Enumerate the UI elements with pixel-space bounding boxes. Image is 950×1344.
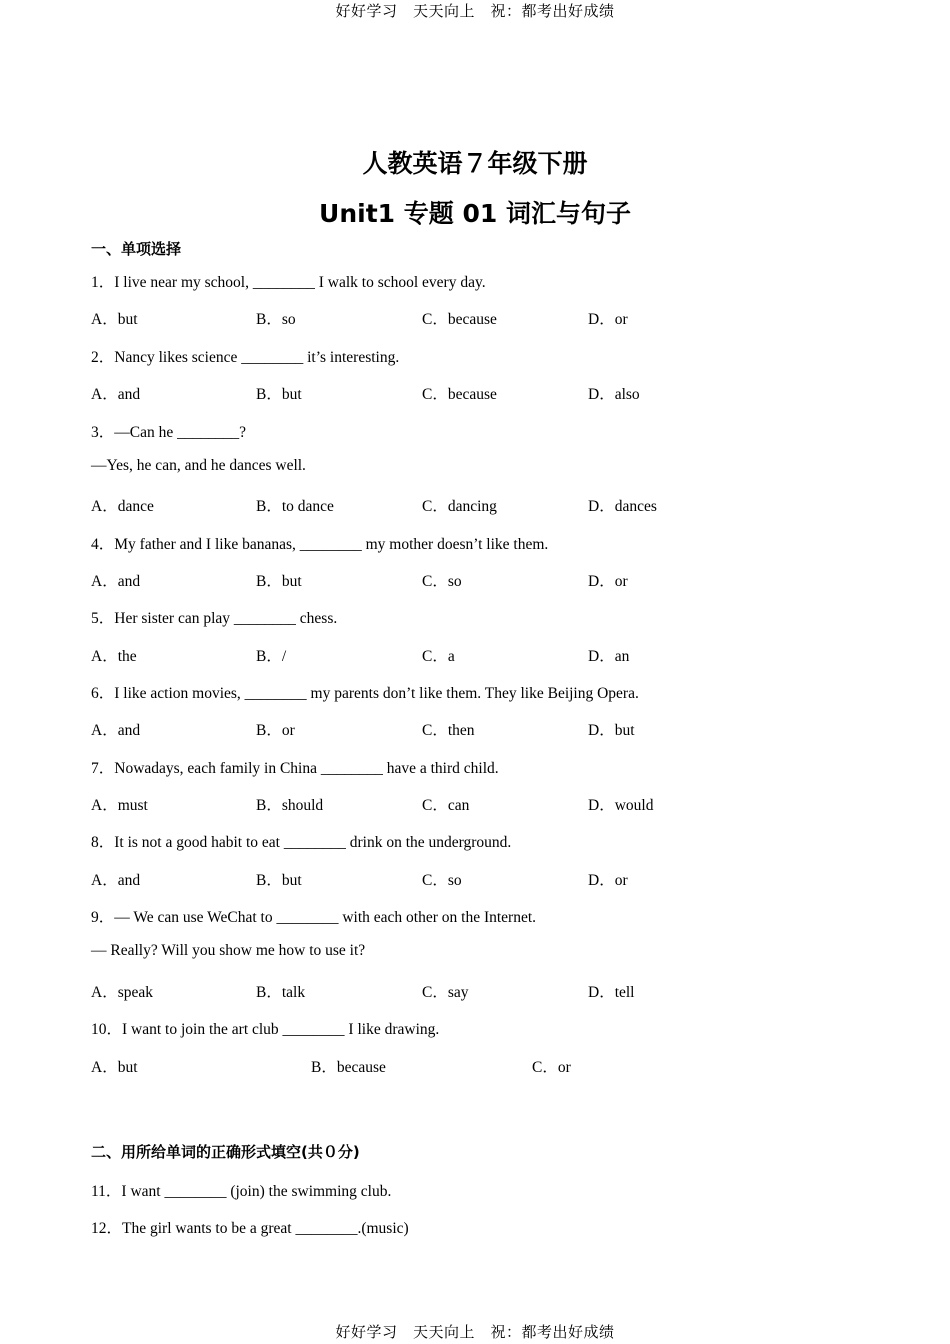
question-7-option-a: A．must xyxy=(91,797,148,814)
question-2-stem: 2．Nancy likes science ________ it’s interesting. xyxy=(91,349,400,366)
section-heading-multiple-choice: 一、单项选择 xyxy=(91,240,182,258)
question-5-option-a: A．the xyxy=(91,648,137,665)
question-5-stem: 5．Her sister can play ________ chess. xyxy=(91,610,338,627)
question-9-option-c: C．say xyxy=(422,984,469,1001)
question-7-stem: 7．Nowadays, each family in China ________ have a third child. xyxy=(91,760,499,777)
question-3-option-d: D．dances xyxy=(588,498,657,515)
question-4-option-c: C．so xyxy=(422,573,462,590)
question-9-reply: — Really? Will you show me how to use it? xyxy=(91,942,366,959)
question-10-stem: 10．I want to join the art club ________ I like drawing. xyxy=(91,1021,440,1038)
question-6-stem: 6．I like action movies, ________ my parents don’t like them. They like Beijing Opera. xyxy=(91,685,639,702)
question-6-option-b: B．or xyxy=(256,722,295,739)
question-4-option-b: B．but xyxy=(256,573,302,590)
question-2-option-d: D．also xyxy=(588,386,640,403)
question-8-option-a: A．and xyxy=(91,872,141,889)
document-title: 人教英语７年级下册 xyxy=(362,149,588,178)
question-1-option-c: C．because xyxy=(422,311,497,328)
document-subtitle: Unit1 专题 01 词汇与句子 xyxy=(319,199,631,228)
question-8-option-d: D．or xyxy=(588,872,628,889)
question-1-option-b: B．so xyxy=(256,311,296,328)
question-4-option-d: D．or xyxy=(588,573,628,590)
question-9-option-d: D．tell xyxy=(588,984,635,1001)
question-3-reply: —Yes, he can, and he dances well. xyxy=(91,457,306,474)
question-8-option-b: B．but xyxy=(256,872,302,889)
question-7-option-d: D．would xyxy=(588,797,654,814)
question-2-option-a: A．and xyxy=(91,386,141,403)
question-8-option-c: C．so xyxy=(422,872,462,889)
question-5-option-c: C．a xyxy=(422,648,455,665)
question-6-option-d: D．but xyxy=(588,722,635,739)
question-5-option-b: B．/ xyxy=(256,648,287,665)
question-10-option-b: B．because xyxy=(311,1059,386,1076)
section-heading-fill-in: 二、用所给单词的正确形式填空(共０分) xyxy=(91,1143,360,1161)
question-4-option-a: A．and xyxy=(91,573,141,590)
question-10-option-c: C．or xyxy=(532,1059,571,1076)
question-8-stem: 8．It is not a good habit to eat ________ drink on the underground. xyxy=(91,834,512,851)
question-2-option-c: C．because xyxy=(422,386,497,403)
question-9-option-b: B．talk xyxy=(256,984,306,1001)
question-3-stem: 3．—Can he ________? xyxy=(91,424,246,441)
question-3-option-b: B．to dance xyxy=(256,498,334,515)
question-11-stem: 11．I want ________ (join) the swimming club. xyxy=(91,1183,392,1200)
question-9-stem: 9．— We can use WeChat to ________ with each other on the Internet. xyxy=(91,909,537,926)
question-3-option-a: A．dance xyxy=(91,498,154,515)
page-header: 好好学习 天天向上 祝：都考出好成绩 xyxy=(335,2,615,20)
question-2-option-b: B．but xyxy=(256,386,302,403)
question-5-option-d: D．an xyxy=(588,648,630,665)
question-12-stem: 12．The girl wants to be a great ________.(music) xyxy=(91,1220,409,1237)
question-10-option-a: A．but xyxy=(91,1059,138,1076)
question-3-option-c: C．dancing xyxy=(422,498,497,515)
page-footer: 好好学习 天天向上 祝：都考出好成绩 xyxy=(335,1323,615,1341)
question-1-stem: 1．I live near my school, ________ I walk to school every day. xyxy=(91,274,486,291)
question-6-option-c: C．then xyxy=(422,722,475,739)
question-7-option-c: C．can xyxy=(422,797,470,814)
question-9-option-a: A．speak xyxy=(91,984,153,1001)
question-1-option-d: D．or xyxy=(588,311,628,328)
question-1-option-a: A．but xyxy=(91,311,138,328)
question-6-option-a: A．and xyxy=(91,722,141,739)
question-7-option-b: B．should xyxy=(256,797,324,814)
question-4-stem: 4．My father and I like bananas, ________ my mother doesn’t like them. xyxy=(91,536,549,553)
